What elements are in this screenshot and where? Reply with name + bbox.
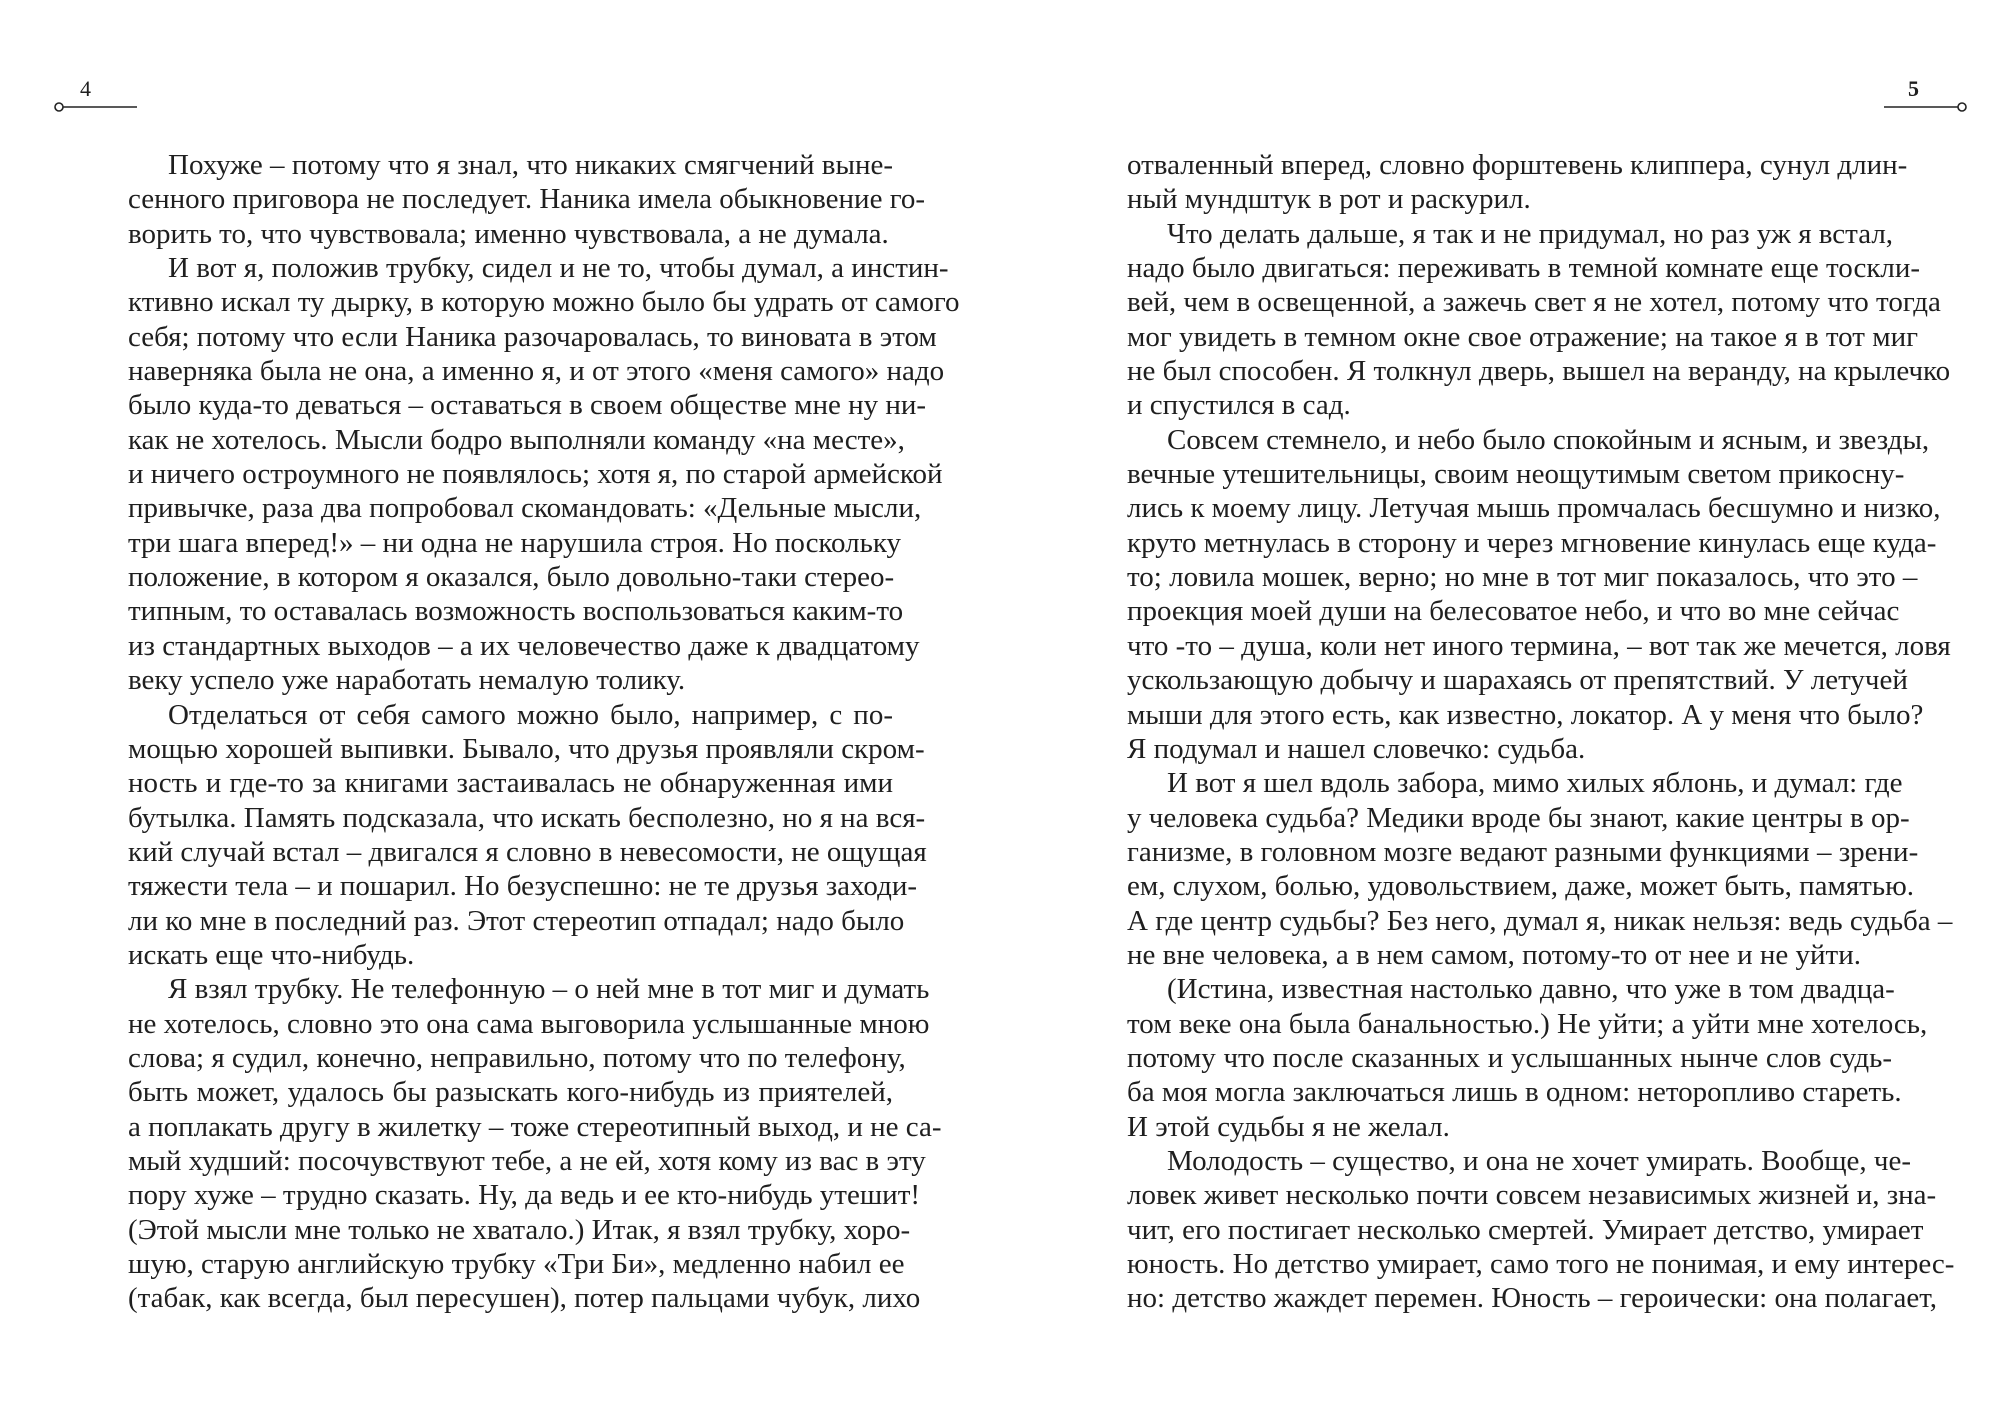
text-line: ем, слухом, болью, удовольствием, даже, может быть, памятью. (1127, 870, 1914, 903)
text-line: и спустился в сад. (1127, 389, 1351, 422)
text-line: вей, чем в освещенной, а зажечь свет я не хотел, потому что тогда (1127, 286, 1941, 319)
text-line: ли ко мне в последний раз. Этот стереотип отпадал; надо было (128, 904, 905, 937)
text-line: (Этой мысли мне только не хватало.) Итак, я взял трубку, хоро- (128, 1213, 911, 1246)
text-line: быть может, удалось бы разыскать кого-нибудь из приятелей, (128, 1076, 893, 1109)
text-line: пору хуже – трудно сказать. Ну, да ведь и ее кто-нибудь утешит! (128, 1179, 921, 1212)
text-line: ный мундштук в рот и раскурил. (1127, 183, 1531, 216)
text-line: из стандартных выходов – а их человечество даже к двадцатому (128, 629, 920, 662)
text-line: ктивно искал ту дырку, в которую можно было бы удрать от самого (128, 286, 960, 319)
text-line: три шага вперед!» – ни одна не нарушила строя. Но поскольку (128, 526, 902, 559)
text-line: как не хотелось. Мысли бодро выполняли команду «на месте», (128, 423, 905, 456)
text-line: надо было двигаться: переживать в темной комнате еще тоскли- (1127, 252, 1921, 285)
text-line: не вне человека, а в нем самом, потому-то от нее и не уйти. (1127, 938, 1861, 971)
text-line: Я взял трубку. Не телефонную – о ней мне в тот миг и думать (168, 973, 930, 1006)
body-text (1127, 148, 1955, 1316)
body-text (128, 148, 960, 1316)
page-number: 4 (80, 76, 91, 101)
text-line: А где центр судьбы? Без него, думал я, никак нельзя: ведь судьба – (1127, 904, 1953, 937)
text-line: отваленный вперед, словно форштевень клиппера, сунул длин- (1127, 149, 1908, 181)
text-line: ганизме, в головном мозге ведают разными функциями – зрени- (1127, 835, 1919, 868)
text-line: у человека судьба? Медики вроде бы знают, какие центры в ор- (1127, 801, 1910, 834)
text-line: тяжести тела – и пошарил. Но безуспешно: не те друзья заходи- (128, 870, 918, 903)
text-line: наверняка была не она, а именно я, и от этого «меня самого» надо (128, 355, 945, 388)
text-line: мощью хорошей выпивки. Бывало, что друзья проявляли скром- (128, 732, 925, 765)
page-number: 5 (1908, 76, 1919, 101)
text-line: лись к моему лицу. Летучая мышь промчалась бесшумно и низко, (1127, 492, 1941, 525)
text-line: (Истина, известная настолько давно, что уже в том двадца- (1167, 973, 1895, 1006)
text-line: но: детство жаждет перемен. Юность – героически: она полагает, (1127, 1282, 1937, 1315)
text-line: не хотелось, словно это она сама выговорила услышанные мною (128, 1007, 930, 1040)
text-line: Совсем стемнело, и небо было спокойным и ясным, и звезды, (1167, 423, 1930, 456)
text-line: круто метнулась в сторону и через мгновение кинулась еще куда- (1127, 526, 1937, 559)
text-line: юность. Но детство умирает, само того не понимая, и ему интерес- (1127, 1248, 1955, 1280)
text-line: бутылка. Память подсказала, что искать бесполезно, но я на вся- (128, 801, 926, 834)
text-line: ность и где-то за книгами застаивалась не обнаруженная ими (128, 767, 893, 800)
text-line: проекция моей души на белесоватое небо, и что во мне сейчас (1127, 595, 1900, 628)
text-line: том веке она была банальностью.) Не уйти; а уйти мне хотелось, (1127, 1007, 1928, 1040)
right-page (1000, 0, 2000, 1426)
text-line: веку успело уже наработать немалую толику. (128, 664, 686, 697)
text-line: Я подумал и нашел словечко: судьба. (1127, 732, 1586, 765)
text-line: чит, его постигает несколько смертей. Умирает детство, умирает (1127, 1213, 1924, 1246)
text-line: мог увидеть в темном окне свое отражение; на такое я в тот миг (1127, 320, 1918, 353)
text-line: не был способен. Я толкнул дверь, вышел на веранду, на крылечко (1127, 355, 1951, 388)
text-line: и ничего остроумного не появлялось; хотя я, по старой армейской (128, 458, 943, 491)
text-line: сенного приговора не последует. Наника имела обыкновение го- (128, 183, 926, 216)
text-line: что -то – душа, коли нет иного термина, – вот так же мечется, ловя (1127, 629, 1951, 662)
text-line: ворить то, что чувствовала; именно чувствовала, а не думала. (128, 217, 889, 250)
text-line: искать еще что-нибудь. (128, 938, 415, 971)
text-line: положение, в котором я оказался, было довольно-таки стерео- (128, 561, 895, 594)
text-line: себя; потому что если Наника разочаровалась, то виновата в этом (128, 320, 937, 353)
text-line: ба моя могла заключаться лишь в одном: неторопливо стареть. (1127, 1076, 1902, 1109)
text-line: привычке, раза два попробовал скомандовать: «Дельные мысли, (128, 492, 922, 525)
text-line: Что делать дальше, я так и не придумал, но раз уж я встал, (1167, 217, 1894, 250)
text-line: было куда-то деваться – оставаться в своем обществе мне ну ни- (128, 389, 927, 422)
text-line: Похуже – потому что я знал, что никаких смягчений выне- (168, 149, 893, 181)
text-line: кий случай встал – двигался я словно в невесомости, не ощущая (128, 835, 927, 868)
text-line: вечные утешительницы, своим неощутимым светом прикосну- (1127, 458, 1905, 491)
text-line: ускользающую добычу и шарахаясь от препятствий. У летучей (1127, 664, 1908, 697)
text-line: слова; я судил, конечно, неправильно, потому что по телефону, (128, 1041, 906, 1074)
text-line: шую, старую английскую трубку «Три Би», медленно набил ее (128, 1248, 905, 1280)
text-line: то; ловила мошек, верно; но мне в тот миг показалось, что это – (1127, 561, 1918, 594)
text-line: И этой судьбы я не желал. (1127, 1110, 1450, 1143)
text-line: мый худший: посочувствуют тебе, а не ей, хотя кому из вас в эту (128, 1144, 926, 1177)
text-line: И вот я шел вдоль забора, мимо хилых яблонь, и думал: где (1167, 767, 1903, 800)
text-line: Молодость – существо, и она не хочет умирать. Вообще, че- (1167, 1144, 1912, 1177)
text-line: мыши для этого есть, как известно, локатор. А у меня что было? (1127, 698, 1924, 731)
text-line: И вот я, положив трубку, сидел и не то, чтобы думал, а инстин- (168, 252, 949, 285)
header-rule-ornament (1884, 101, 1968, 113)
text-line: а поплакать другу в жилетку – тоже стереотипный выход, и не са- (128, 1110, 942, 1143)
text-line: типным, то оставалась возможность воспользоваться каким-то (128, 595, 904, 628)
text-line: ловек живет несколько почти совсем независимых жизней и, зна- (1127, 1179, 1937, 1212)
text-line: потому что после сказанных и услышанных нынче слов судь- (1127, 1041, 1892, 1074)
text-line: Отделаться от себя самого можно было, например, с по- (168, 698, 893, 731)
text-line: (табак, как всегда, был пересушен), потер пальцами чубук, лихо (128, 1282, 921, 1315)
header-rule-ornament (53, 101, 137, 113)
